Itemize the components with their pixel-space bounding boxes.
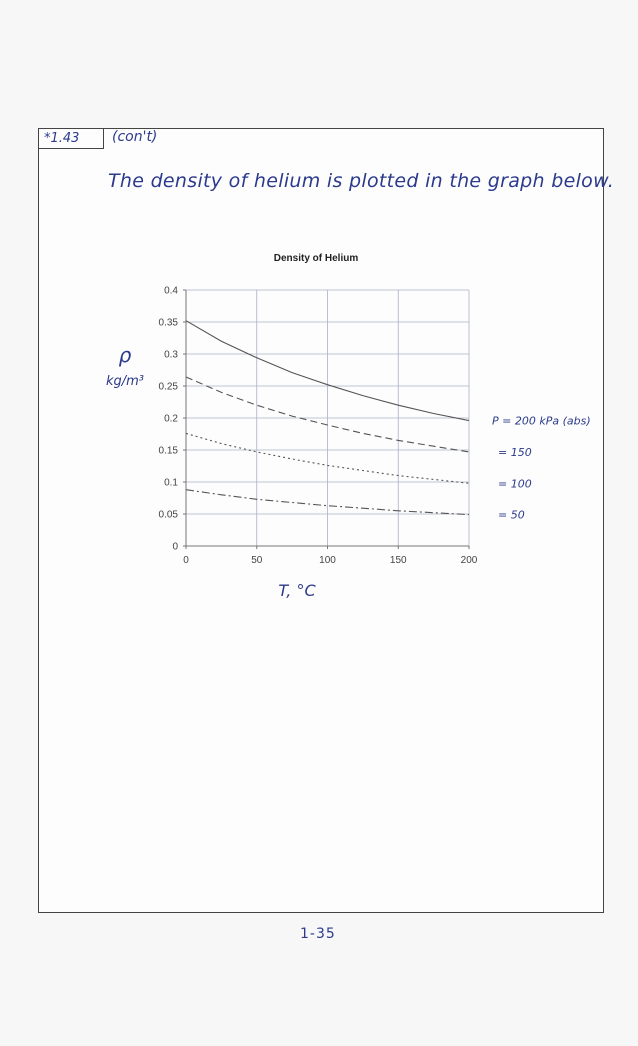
- page-number: 1-35: [300, 926, 336, 942]
- y-tick-label: 0.2: [164, 413, 178, 425]
- series-label: = 150: [498, 445, 532, 459]
- x-tick-label: 200: [460, 555, 478, 566]
- x-tick-label: 100: [319, 555, 336, 566]
- series-annotations: [492, 415, 591, 522]
- intro-text: The density of helium is plotted in the graph below.: [108, 170, 615, 192]
- y-tick-label: 0.35: [158, 317, 178, 329]
- chart-grid: [186, 290, 469, 546]
- y-axis-units: kg/m³: [105, 374, 145, 389]
- x-tick-label: 50: [251, 555, 263, 566]
- problem-number: *1.43: [38, 128, 104, 149]
- x-tick-label: 0: [183, 555, 189, 566]
- chart-title: Density of Helium: [273, 253, 359, 264]
- y-tick-labels: [159, 286, 186, 553]
- y-tick-label: 0.25: [158, 381, 178, 393]
- x-axis-label: T, °C: [278, 581, 316, 600]
- continued-label: (con't): [112, 129, 158, 145]
- y-tick-label: 0.1: [164, 477, 178, 489]
- series-label: = 100: [498, 477, 532, 491]
- series-label: = 50: [498, 508, 525, 522]
- y-tick-label: 0: [172, 541, 178, 553]
- y-tick-label: 0.4: [164, 285, 178, 297]
- y-axis-label: ρ: [118, 343, 132, 367]
- y-tick-label: 0.3: [164, 349, 178, 361]
- series-label: P = 200 kPa (abs): [492, 414, 591, 428]
- y-tick-label: 0.15: [158, 445, 178, 457]
- y-tick-label: 0.05: [158, 509, 178, 521]
- x-tick-labels: [183, 546, 478, 566]
- x-tick-label: 150: [389, 555, 407, 566]
